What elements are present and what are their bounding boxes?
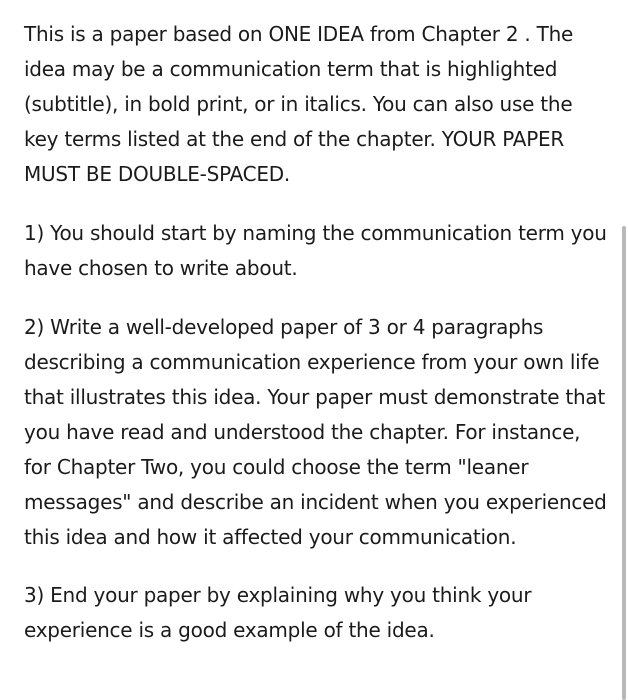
step-3-paragraph: 3) End your paper by explaining why you think your experience is a good example of the idea.: [24, 583, 532, 642]
step-1-paragraph: 1) You should start by naming the communication term you have chosen to write about.: [24, 221, 607, 280]
intro-paragraph: This is a paper based on ONE IDEA from Chapter 2 . The idea may be a communication term that is highlighted (subtitle), in bold print, or in italics. You can also use the key terms listed at the end of the chapter. YOUR PAPER MUST BE DOUBLE-SPACED.: [24, 22, 574, 186]
vertical-scrollbar[interactable]: [622, 226, 626, 700]
step-2-paragraph: 2) Write a well-developed paper of 3 or 4 paragraphs describing a communication experience from your own life that illustrates this idea. Your paper must demonstrate that you have read and understood the chapter. For instance, for Chapter Two, you could choose the term "leaner messages" and describe an incident when you experienced this idea and how it affected your communication.: [24, 315, 607, 549]
assignment-instructions: [24, 17, 610, 648]
